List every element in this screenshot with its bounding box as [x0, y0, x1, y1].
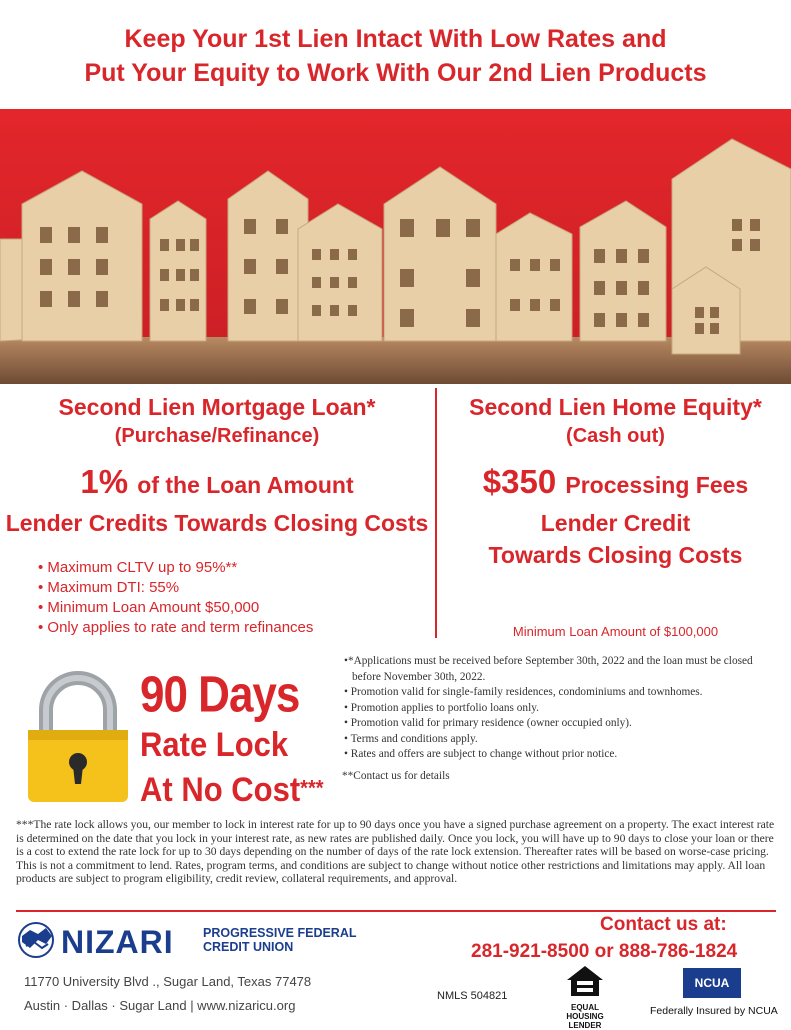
- second-lien-mortgage-offer: [0, 388, 434, 539]
- notes-contact: **Contact us for details: [342, 769, 450, 782]
- list-item: • Maximum DTI: 55%: [38, 578, 313, 598]
- offer-value: $350: [482, 463, 557, 500]
- ehl-line-2: LENDER: [568, 1021, 602, 1030]
- offer-subtitle: (Cash out): [566, 425, 665, 447]
- federally-insured-text: Federally Insured by NCUA: [650, 1005, 778, 1017]
- nmls-number: NMLS 504821: [437, 990, 508, 1002]
- offer-subtitle: (Purchase/Refinance): [114, 425, 320, 447]
- rate-lock-promo: [140, 666, 324, 809]
- offer-title: Second Lien Home Equity*: [469, 394, 762, 420]
- list-item: • Only applies to rate and term refinances: [38, 618, 313, 638]
- offer-value-suffix: Processing Fees: [565, 472, 749, 498]
- footer-address-block: [24, 970, 311, 1018]
- offer-credit-line-2: Towards Closing Costs: [488, 542, 743, 568]
- padlock-icon: [26, 666, 130, 809]
- second-lien-home-equity-offer: [440, 388, 791, 571]
- list-item: • Promotion valid for primary residence (owner occupied only).: [344, 717, 632, 729]
- home-equity-minimum-loan: Minimum Loan Amount of $100,000: [512, 624, 719, 639]
- list-item: • Promotion applies to portfolio loans only.: [344, 701, 539, 714]
- list-item: • Promotion valid for single-family residences, condominiums and townhomes.: [344, 686, 703, 698]
- offer-value: 1%: [80, 463, 129, 500]
- offer-value-suffix: of the Loan Amount: [137, 472, 354, 498]
- promo-line-2-text: At No Cost: [140, 770, 301, 809]
- column-divider: [435, 388, 437, 638]
- ehl-line-1: EQUAL HOUSING: [566, 1003, 604, 1021]
- hero-image-wooden-houses: [0, 109, 791, 384]
- equal-housing-lender-badge: [556, 964, 614, 1030]
- offer-credit-line-1: Lender Credit: [540, 510, 691, 536]
- brand-subtitle: [203, 926, 357, 954]
- promo-days: 90 Days: [140, 666, 300, 724]
- address: 11770 University Blvd ., Sugar Land, Texas 77478: [24, 974, 312, 989]
- footer-divider: [16, 910, 776, 912]
- ncua-badge: NCUA: [683, 968, 741, 998]
- list-item: • Maximum CLTV up to 95%**: [38, 558, 313, 578]
- contact-phones: 281-921-8500 or 888-786-1824: [471, 941, 738, 962]
- locations-and-website: Austin · Dallas · Sugar Land | www.nizaricu.org: [24, 998, 296, 1013]
- offer-title: Second Lien Mortgage Loan*: [58, 394, 376, 420]
- promotion-notes: [342, 654, 762, 784]
- list-item: •*Applications must be received before September 30th, 2022 and the loan must be closed before November 30th, 2022.: [344, 655, 753, 683]
- contact-heading: Contact us at:: [600, 914, 727, 935]
- brand-name: NIZARI: [61, 924, 174, 960]
- list-item: • Terms and conditions apply.: [344, 732, 478, 745]
- list-item: • Minimum Loan Amount $50,000: [38, 598, 313, 618]
- list-item: • Rates and offers are subject to change without prior notice.: [344, 748, 618, 760]
- mortgage-bullet-list: [38, 558, 313, 638]
- promo-stars: ***: [300, 776, 324, 801]
- nizari-logo-icon: [16, 922, 56, 963]
- brand-subtitle-line-1: PROGRESSIVE FEDERAL: [203, 926, 357, 940]
- offer-credit-line: Lender Credits Towards Closing Costs: [5, 510, 429, 536]
- equal-housing-icon: [565, 964, 605, 998]
- brand-subtitle-line-2: CREDIT UNION: [203, 940, 294, 954]
- headline-line-1: Keep Your 1st Lien Intact With Low Rates and: [124, 25, 667, 53]
- offer-value-line: [440, 460, 791, 507]
- promo-line-2: [140, 769, 324, 810]
- headline-line-2: Put Your Equity to Work With Our 2nd Lien Products: [84, 59, 707, 87]
- promo-line-1: Rate Lock: [140, 725, 289, 764]
- offer-value-line: [0, 460, 434, 507]
- rate-lock-disclaimer: ***The rate lock allows you, our member to lock in interest rate for up to 90 days once you have a signed purchase agreement on a property. The exact interest rate is determined on the date that you lock in your interest rate, as new rates are published daily. Once you lock, you will have up to 90 days to close your loan or there is a cost to extend the rate lock for up to 30 days depending on the number of days of the rate lock extension. Thereafter rates will be based on worse-case pricing. This is not a commitment to lend. Rates, program terms, and conditions are subject to change without notice other restrictions and limitations may apply. All loan products are subject to program eligibility, credit review, collateral requirements, and approval.: [16, 818, 775, 886]
- headline: [0, 22, 791, 90]
